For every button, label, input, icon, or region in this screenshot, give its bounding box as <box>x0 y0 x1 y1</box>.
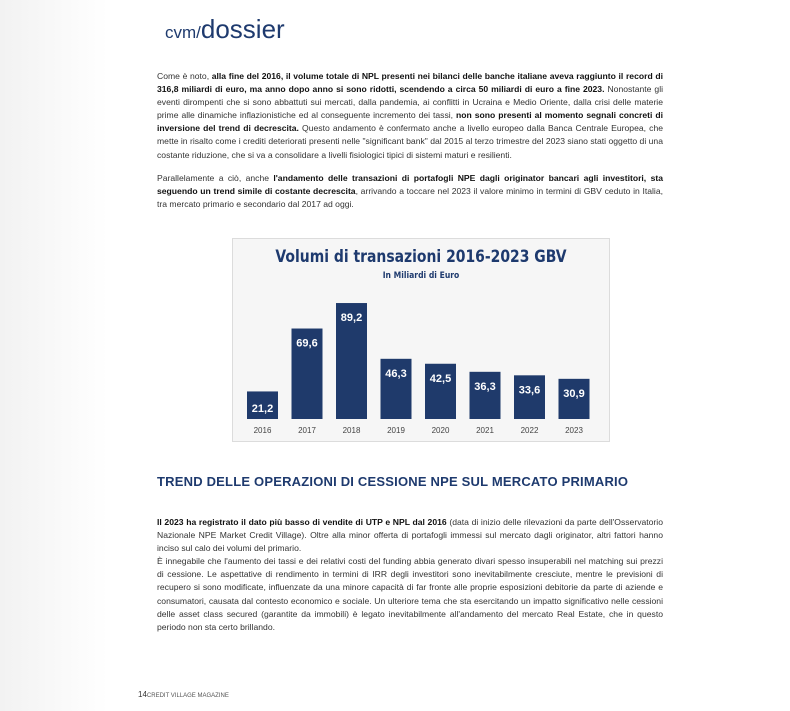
page-number: 14 <box>138 690 147 699</box>
text-run: Questo andamento è confermato anche a livello europeo dalla Banca Centrale Europea, che mette in risalto come i crediti deteriorati presenti nelle "significant bank" dal 2015 al terzo trimestre del 2023 siano stati oggetto di una costante riduzione, che si va a consolidare a livelli fisiologici tipici di sistemi maturi e resilienti. <box>157 123 664 160</box>
bar-value-label: 46,3 <box>385 367 407 380</box>
text-run: È innegabile che l'aumento dei tassi e dei relativi costi del funding abbia generato divari spesso insuperabili nel matching sui prezzi di cessione. Le aspettative di rendimento in termini di IRR degli investitori sono inevitabilmente cresciute, mentre le previsioni di recupero si sono modificate, influenzate da una minore capacità di far fronte alle proprie esposizioni debitorie da parte di aziende e consumatori, causata dal contesto economico e sociale. Un ulteriore tema che sta esercitando un impatto significativo nelle cessioni delle asset class secured (garantite da immobili) è legato inevitabilmente all'andamento del mercato Real Estate, che in questo periodo non sta certo brillando. <box>157 556 663 632</box>
x-tick-label: 2019 <box>387 426 405 435</box>
page-footer <box>138 690 229 699</box>
x-tick-label: 2016 <box>253 426 272 435</box>
text-run: Nonostante gli eventi dirompenti che si sono abbattuti sui mercati, dalla pandemia, ai conflitti in Ucraina e Medio Oriente, dalla crisi delle materie prime alle dinamiche inflazionistiche ed al conseguente incremento dei tassi, <box>157 84 664 121</box>
x-tick-label: 2020 <box>431 426 450 435</box>
bar-value-label: 69,6 <box>296 337 318 350</box>
text-run: (data di inizio delle rilevazioni da parte dell'Osservatorio Nazionale NPE Market Credit Village). Oltre alla minor offerta di portafogli immessi sul mercato dagli originator, altri fattori hanno inciso sul calo dei volumi del primario. <box>157 517 663 554</box>
bar-value-label: 21,2 <box>251 403 274 415</box>
bar-value-label: 42,5 <box>429 372 452 385</box>
dossier-logo <box>165 14 285 45</box>
bold-text-run: Il 2023 ha registrato il dato più basso di vendite di UTP e NPL dal 2016 <box>157 517 447 527</box>
primary-market-paragraph <box>157 516 663 634</box>
bar-value-label: 30,9 <box>563 387 585 400</box>
text-run: , arrivando a toccare nel 2023 il valore minimo in termini di GBV ceduto in Italia, tra mercato primario e secondario dal 2017 ad oggi. <box>157 186 663 210</box>
bold-text-run: l'andamento delle transazioni di portafogli NPE dagli originator bancari agli investitori, sta seguendo un trend simile di costante decrescita <box>157 173 663 197</box>
bar-value-label: 33,6 <box>518 384 541 397</box>
intro-paragraph <box>157 70 663 162</box>
chart-title: Volumi di transazioni 2016-2023 GBV <box>275 247 567 267</box>
bar-value-label: 89,2 <box>340 312 363 325</box>
bar-chart-svg <box>233 239 609 441</box>
page-spine-shadow <box>0 0 108 711</box>
logo-word: dossier <box>200 14 285 44</box>
x-tick-label: 2017 <box>298 426 316 435</box>
transactions-chart <box>232 238 610 442</box>
x-tick-label: 2021 <box>476 426 494 435</box>
x-tick-label: 2022 <box>520 426 539 435</box>
section-title: TREND DELLE OPERAZIONI DI CESSIONE NPE SUL MERCATO PRIMARIO <box>157 474 629 489</box>
magazine-name: CREDIT VILLAGE MAGAZINE <box>146 693 229 699</box>
transactions-paragraph <box>157 172 663 211</box>
x-tick-label: 2023 <box>565 426 583 435</box>
bold-text-run: non sono presenti al momento segnali concreti di inversione del trend di decrescita. <box>157 110 663 134</box>
x-tick-label: 2018 <box>342 426 361 435</box>
bar-value-label: 36,3 <box>474 380 496 393</box>
chart-subtitle: In Miliardi di Euro <box>382 271 460 281</box>
text-run: Parallelamente a ciò, anche <box>157 173 274 183</box>
bold-text-run: alla fine del 2016, il volume totale di NPL presenti nei bilanci delle banche italiane aveva raggiunto il record di 316,8 miliardi di euro, ma anno dopo anno si sono ridotti, scendendo a circa 50 miliardi di euro a fine 2023. <box>157 71 663 95</box>
text-run: Come è noto, <box>157 71 212 81</box>
bar-2021 <box>470 372 501 419</box>
bar-2022 <box>514 375 545 419</box>
logo-prefix: cvm/ <box>165 23 201 42</box>
